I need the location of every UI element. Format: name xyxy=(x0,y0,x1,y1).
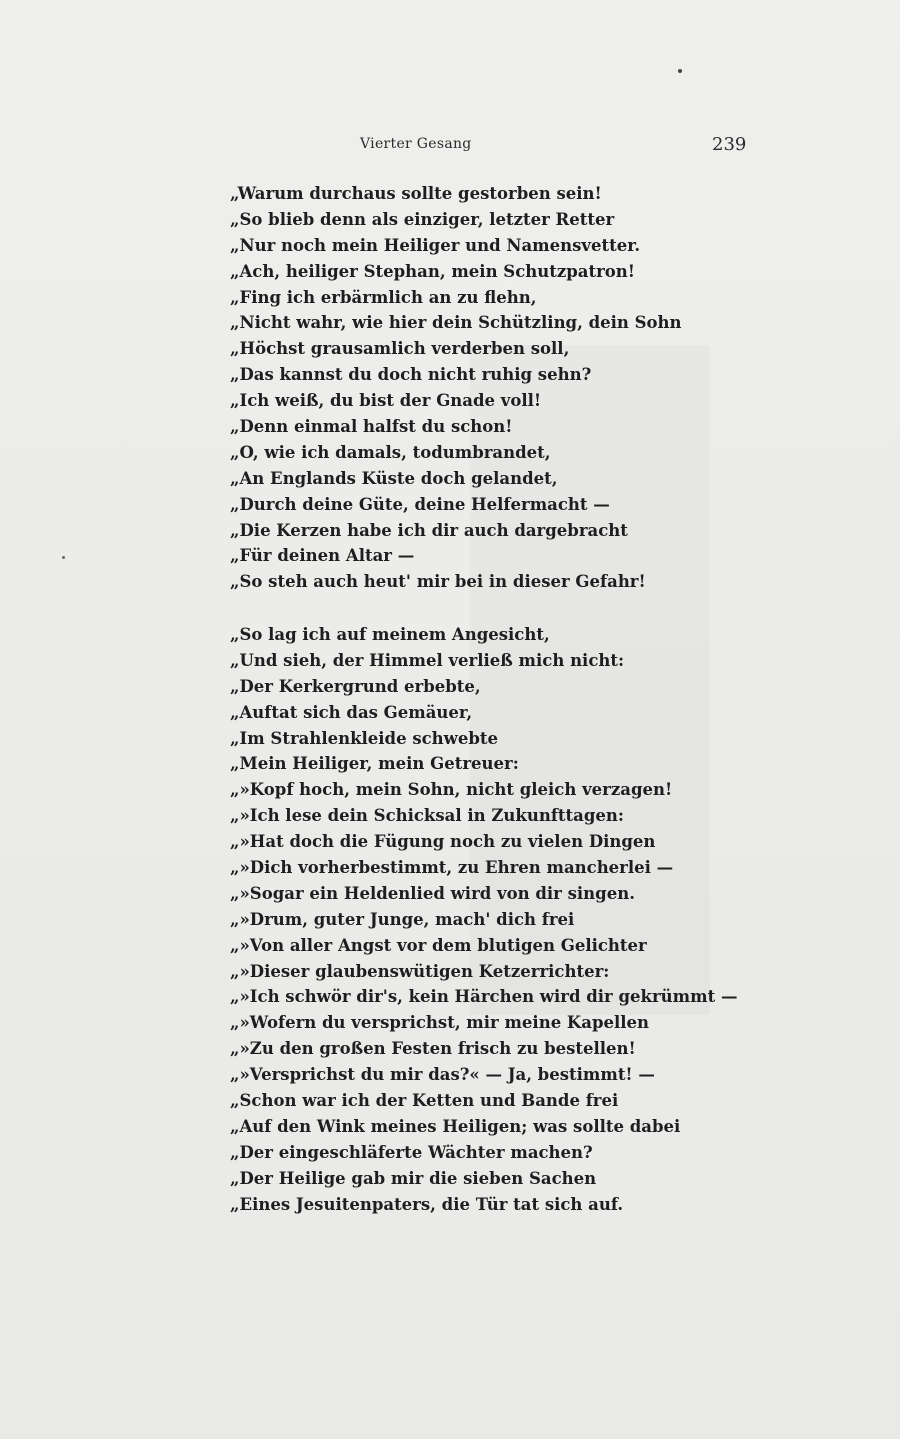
verse-line: „Durch deine Güte, deine Helfermacht — xyxy=(230,494,610,514)
verse-line: „»Zu den großen Festen frisch zu bestellen! xyxy=(230,1039,636,1059)
verse-line: „Die Kerzen habe ich dir auch dargebracht xyxy=(230,520,628,540)
stanza xyxy=(230,622,737,1217)
verse-line: „Fing ich erbärmlich an zu flehn, xyxy=(230,287,537,307)
verse-line: „Denn einmal halfst du schon! xyxy=(230,417,513,437)
verse-line: „Der eingeschläferte Wächter machen? xyxy=(230,1142,593,1162)
verse-line: „So lag ich auf meinem Angesicht, xyxy=(230,625,550,644)
verse-line: „»Wofern du versprichst, mir meine Kapellen xyxy=(230,1013,650,1033)
verse-line: „Auftat sich das Gemäuer, xyxy=(230,702,473,722)
ink-speck xyxy=(62,556,65,559)
verse-line: „O, wie ich damals, todumbrandet, xyxy=(230,442,551,462)
verse-line: „Und sieh, der Himmel verließ mich nicht: xyxy=(230,650,625,670)
stanza xyxy=(230,181,682,595)
verse-line: „Das kannst du doch nicht ruhig sehn? xyxy=(230,365,592,385)
verse-line: „»Sogar ein Heldenlied wird von dir singen. xyxy=(230,883,635,903)
verse-line: „»Kopf hoch, mein Sohn, nicht gleich verzagen! xyxy=(230,780,673,800)
ink-speck xyxy=(678,69,682,73)
verse-line: „Ach, heiliger Stephan, mein Schutzpatron! xyxy=(230,261,636,281)
verse-line: „Der Kerkergrund erbebte, xyxy=(230,676,481,696)
verse-line: „»Ich schwör dir's, kein Härchen wird dir gekrümmt — xyxy=(230,987,738,1007)
verse-line: „Schon war ich der Ketten und Bande frei xyxy=(230,1091,619,1111)
verse-line: „Für deinen Altar — xyxy=(230,546,415,566)
verse-line: „Im Strahlenkleide schwebte xyxy=(230,728,499,748)
verse-line: „»Dich vorherbestimmt, zu Ehren mancherlei — xyxy=(230,858,674,878)
verse-line: „»Dieser glaubenswütigen Ketzerrichter: xyxy=(230,961,610,981)
verse-line: „So steh auch heut' mir bei in dieser Gefahr! xyxy=(230,572,646,592)
verse-line: „Nur noch mein Heiliger und Namensvetter. xyxy=(230,235,641,255)
verse-line: „»Ich lese dein Schicksal in Zukunfttagen: xyxy=(230,806,624,826)
verse-line: „Höchst grausamlich verderben soll, xyxy=(230,339,570,359)
verse-line: „Mein Heiliger, mein Getreuer: xyxy=(230,754,519,774)
verse-line: „Ich weiß, du bist der Gnade voll! xyxy=(230,391,542,411)
verse-line: „Nicht wahr, wie hier dein Schützling, dein Sohn xyxy=(230,313,682,333)
verse-line: „Der Heilige gab mir die sieben Sachen xyxy=(230,1168,597,1188)
verse-line: „»Hat doch die Fügung noch zu vielen Dingen xyxy=(230,832,656,852)
verse-line: „So blieb denn als einziger, letzter Retter xyxy=(230,209,615,229)
verse-line: „Eines Jesuitenpaters, die Tür tat sich auf. xyxy=(230,1194,624,1214)
verse-line: „An Englands Küste doch gelandet, xyxy=(230,468,558,488)
verse-line: „Auf den Wink meines Heiligen; was sollte dabei xyxy=(230,1116,681,1136)
verse-line: „»Von aller Angst vor dem blutigen Gelichter xyxy=(230,935,647,955)
verse-line: „Warum durchaus sollte gestorben sein! xyxy=(230,184,602,203)
page-number: 239 xyxy=(712,134,747,155)
running-title: Vierter Gesang xyxy=(360,136,472,152)
verse-line: „»Versprichst du mir das?« — Ja, bestimmt! — xyxy=(230,1065,655,1085)
verse-line: „»Drum, guter Junge, mach' dich frei xyxy=(230,909,575,929)
